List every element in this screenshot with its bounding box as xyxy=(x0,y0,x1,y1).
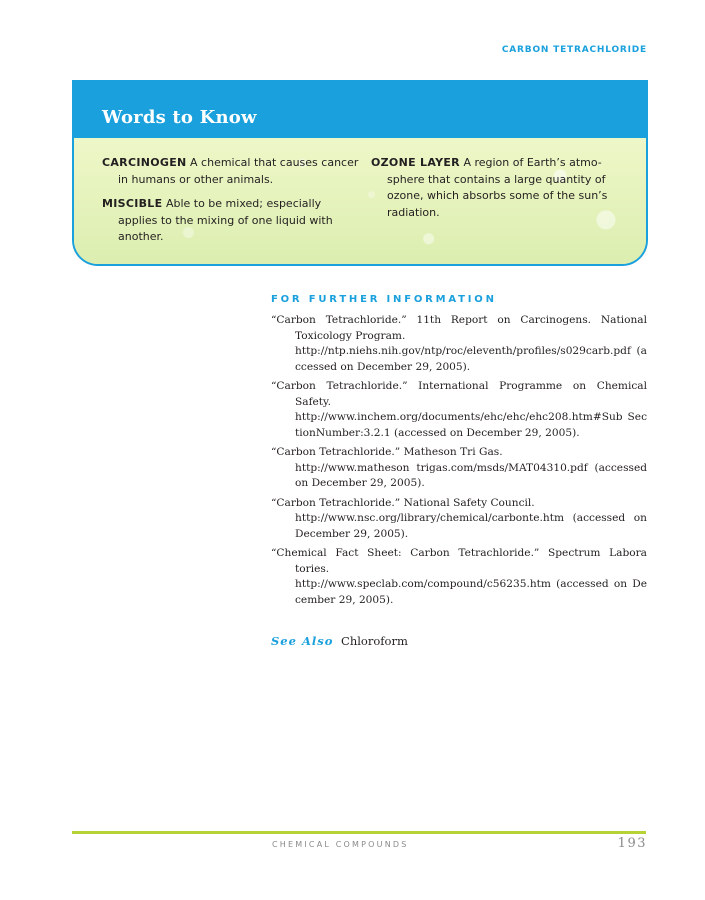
reference-citation: “Chemical Fact Sheet: Carbon Tetrachloride.” Spectrum Labora tories. xyxy=(271,547,647,575)
page-number: 193 xyxy=(617,836,647,851)
reference-citation: “Carbon Tetrachloride.” National Safety Council. xyxy=(271,496,535,509)
see-also xyxy=(271,634,408,648)
reference-url[interactable]: http://www.matheson trigas.com/msds/MAT04310.pdf (accessed on December 29, 2005). xyxy=(295,461,647,489)
words-to-know-title: Words to Know xyxy=(102,107,257,128)
reference-url[interactable]: http://ntp.niehs.nih.gov/ntp/roc/eleventh/profiles/s029carb.pdf (accessed on December 29, 2005). xyxy=(295,345,647,373)
glossary-definition: A chemical that causes cancer in humans or other animals. xyxy=(118,156,359,186)
footer-divider xyxy=(72,831,646,834)
glossary-entry xyxy=(102,155,360,188)
words-to-know-box xyxy=(72,80,648,266)
reference-item xyxy=(271,496,647,543)
reference-item xyxy=(271,546,647,608)
glossary-entry xyxy=(102,196,360,246)
footer-book-title: CHEMICAL COMPOUNDS xyxy=(272,840,409,849)
reference-url[interactable]: http://www.speclab.com/compound/c56235.htm (accessed on December 29, 2005). xyxy=(295,578,647,606)
further-information-heading: FOR FURTHER INFORMATION xyxy=(271,294,497,305)
reference-item xyxy=(271,379,647,441)
running-head: CARBON TETRACHLORIDE xyxy=(501,45,647,55)
words-to-know-body xyxy=(74,138,646,264)
glossary-term: MISCIBLE xyxy=(102,197,163,210)
reference-url[interactable]: http://www.inchem.org/documents/ehc/ehc/ehc208.htm#Sub SectionNumber:3.2.1 (accessed on December 29, 2005). xyxy=(295,411,647,439)
glossary-term: OZONE LAYER xyxy=(371,156,460,169)
reference-item xyxy=(271,313,647,375)
reference-citation: “Carbon Tetrachloride.” International Programme on Chemical Safety. xyxy=(271,380,647,408)
reference-item xyxy=(271,445,647,492)
reference-citation: “Carbon Tetrachloride.” Matheson Tri Gas. xyxy=(271,446,503,458)
reference-citation: “Carbon Tetrachloride.” 11th Report on Carcinogens. National Toxicology Program. xyxy=(271,314,647,342)
glossary-column-right xyxy=(371,155,619,229)
reference-url[interactable]: http://www.nsc.org/library/chemical/carbonte.htm (accessed on December 29, 2005). xyxy=(295,512,647,540)
glossary-entry xyxy=(371,155,619,221)
glossary-term: CARCINOGEN xyxy=(102,156,187,169)
glossary-column-left xyxy=(102,155,360,254)
see-also-label: See Also xyxy=(271,634,334,648)
glossary-definition: Able to be mixed; especially applies to the mixing of one liquid with another. xyxy=(118,197,333,243)
glossary-definition: A region of Earth’s atmo-sphere that contains a large quantity of ozone, which absorbs some of the sun’s radiation. xyxy=(387,156,608,219)
reference-list xyxy=(271,313,647,612)
see-also-link[interactable]: Chloroform xyxy=(341,634,408,648)
words-to-know-header xyxy=(74,82,646,138)
